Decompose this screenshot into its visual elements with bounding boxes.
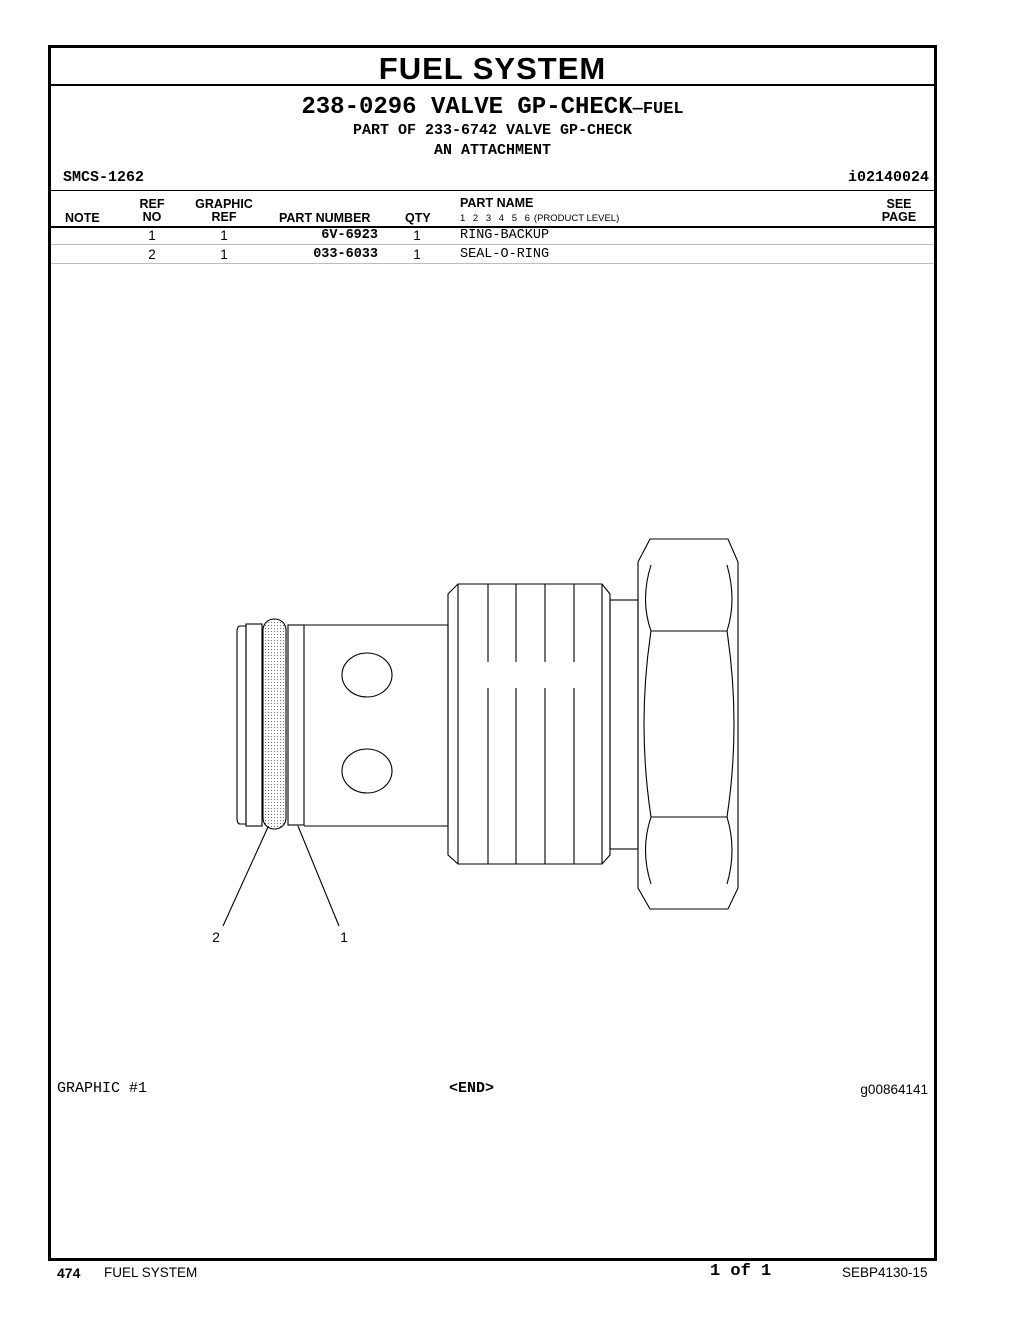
footer-document-number: SEBP4130-15: [842, 1265, 928, 1280]
group-title-text: 238-0296 VALVE GP-CHECK: [301, 94, 633, 121]
footer-section: FUEL SYSTEM: [104, 1265, 198, 1280]
row-1-ref-no: 1: [148, 228, 156, 243]
valve-groove-land: [246, 624, 262, 826]
end-marker: <END>: [449, 1080, 495, 1097]
header-see-page-bottom: PAGE: [881, 210, 917, 224]
hex-nut: [638, 539, 738, 909]
row-1-qty: 1: [413, 228, 421, 243]
product-level-numbers: 1 2 3 4 5 6: [460, 213, 530, 224]
callout-1: 1: [340, 929, 348, 945]
group-title-suffix: —FUEL: [632, 100, 684, 119]
smcs-code: SMCS-1262: [63, 169, 145, 186]
row-1-part-number: 6V-6923: [321, 228, 378, 243]
section-title: FUEL SYSTEM: [51, 48, 934, 86]
footer-page-of: 1 of 1: [710, 1262, 772, 1281]
header-see-page-top: SEE: [886, 197, 912, 211]
flow-port-lower: [342, 749, 392, 793]
part-of-line: PART OF 233-6742 VALVE GP-CHECK: [352, 122, 633, 139]
o-ring-seal: [263, 619, 286, 829]
header-note: NOTE: [65, 211, 100, 225]
row-1-part-name: RING-BACKUP: [460, 228, 550, 243]
attachment-line: AN ATTACHMENT: [433, 142, 552, 159]
header-part-number: PART NUMBER: [279, 211, 371, 225]
row-2-qty: 1: [413, 247, 421, 262]
callout-2: 2: [212, 929, 220, 945]
info-number: i02140024: [847, 169, 929, 186]
header-graphic-ref-top: GRAPHIC: [195, 197, 253, 211]
graphic-label: GRAPHIC #1: [57, 1080, 148, 1097]
row-1-graphic-ref: 1: [220, 228, 228, 243]
leader-2: [223, 827, 268, 926]
valve-neck: [610, 600, 638, 849]
row-2-graphic-ref: 1: [220, 247, 228, 262]
thread-section: [448, 584, 610, 864]
valve-body: [304, 625, 448, 826]
valve-tip: [237, 626, 246, 824]
backup-ring: [288, 625, 304, 825]
header-graphic-ref-bottom: REF: [211, 210, 237, 224]
row-2-ref-no: 2: [148, 247, 156, 262]
row-2-part-number: 033-6033: [313, 247, 378, 262]
header-qty: QTY: [405, 211, 431, 225]
flow-port-upper: [342, 653, 392, 697]
row-2-part-name: SEAL-O-RING: [460, 247, 550, 262]
graphic-number: g00864141: [860, 1082, 928, 1097]
product-level-label: (PRODUCT LEVEL): [533, 213, 620, 224]
footer-page-number: 474: [57, 1265, 81, 1281]
header-part-name: PART NAME: [460, 196, 534, 210]
header-ref-no-top: REF: [139, 197, 165, 211]
header-ref-no-bottom: NO: [142, 210, 162, 224]
leader-1: [298, 826, 339, 926]
